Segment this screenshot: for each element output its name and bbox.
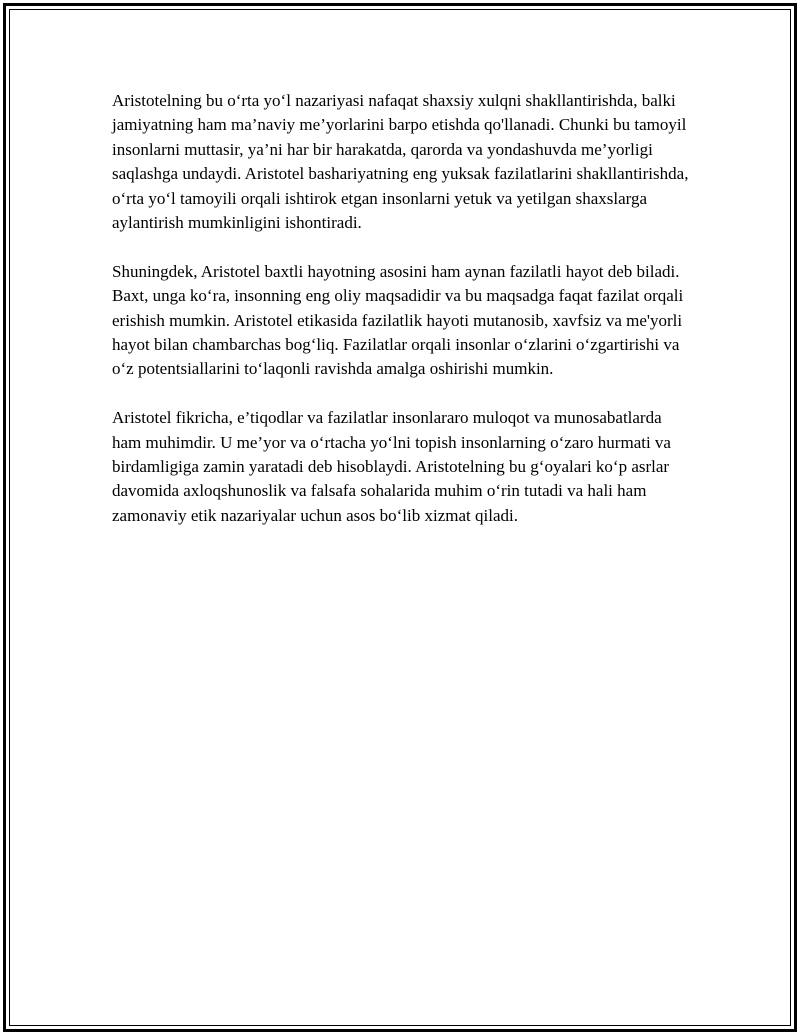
paragraph-3: Aristotel fikricha, e’tiqodlar va fazilatlar insonlararo muloqot va munosabatlarda ham muhimdir. U me’yor va o‘rtacha yo‘lni topish insonlarning o‘zaro hurmati va birdamligiga zamin yaratadi deb hisoblaydi. Aristotelning bu g‘oyalari ko‘p asrlar davomida axloqshunoslik va falsafa sohalarida muhim o‘rin tutadi va hali ham zamonaviy etik nazariyalar uchun asos bo‘lib xizmat qiladi. [112,408,671,525]
paragraph-1: Aristotelning bu o‘rta yo‘l nazariyasi nafaqat shaxsiy xulqni shakllantirishda, balki jamiyatning ham ma’naviy me’yorlarini barpo etishda qo'llanadi. Chunki bu tamoyil insonlarni muttasir, ya’ni har bir harakatda, qarorda va yondashuvda me’yorligi saqlashga undaydi. Aristotel bashariyatning eng yuksak fazilatlarini shakllantirishda, o‘rta yo‘l tamoyili orqali ishtirok etgan insonlarni yetuk va yetilgan shaxslarga aylantirish mumkinligini ishontiradi. [112,91,689,233]
document-body [112,89,692,553]
paragraph-2: Shuningdek, Aristotel baxtli hayotning asosini ham aynan fazilatli hayot deb biladi. Baxt, unga ko‘ra, insonning eng oliy maqsadidir va bu maqsadga faqat fazilat orqali erishish mumkin. Aristotel etikasida fazilatlik hayoti mutanosib, xavfsiz va me'yorli hayot bilan chambarchas bog‘liq. Fazilatlar orqali insonlar o‘zlarini o‘zgartirishi va o‘z potentsiallarini to‘laqonli ravishda amalga oshirishi mumkin. [112,261,684,379]
